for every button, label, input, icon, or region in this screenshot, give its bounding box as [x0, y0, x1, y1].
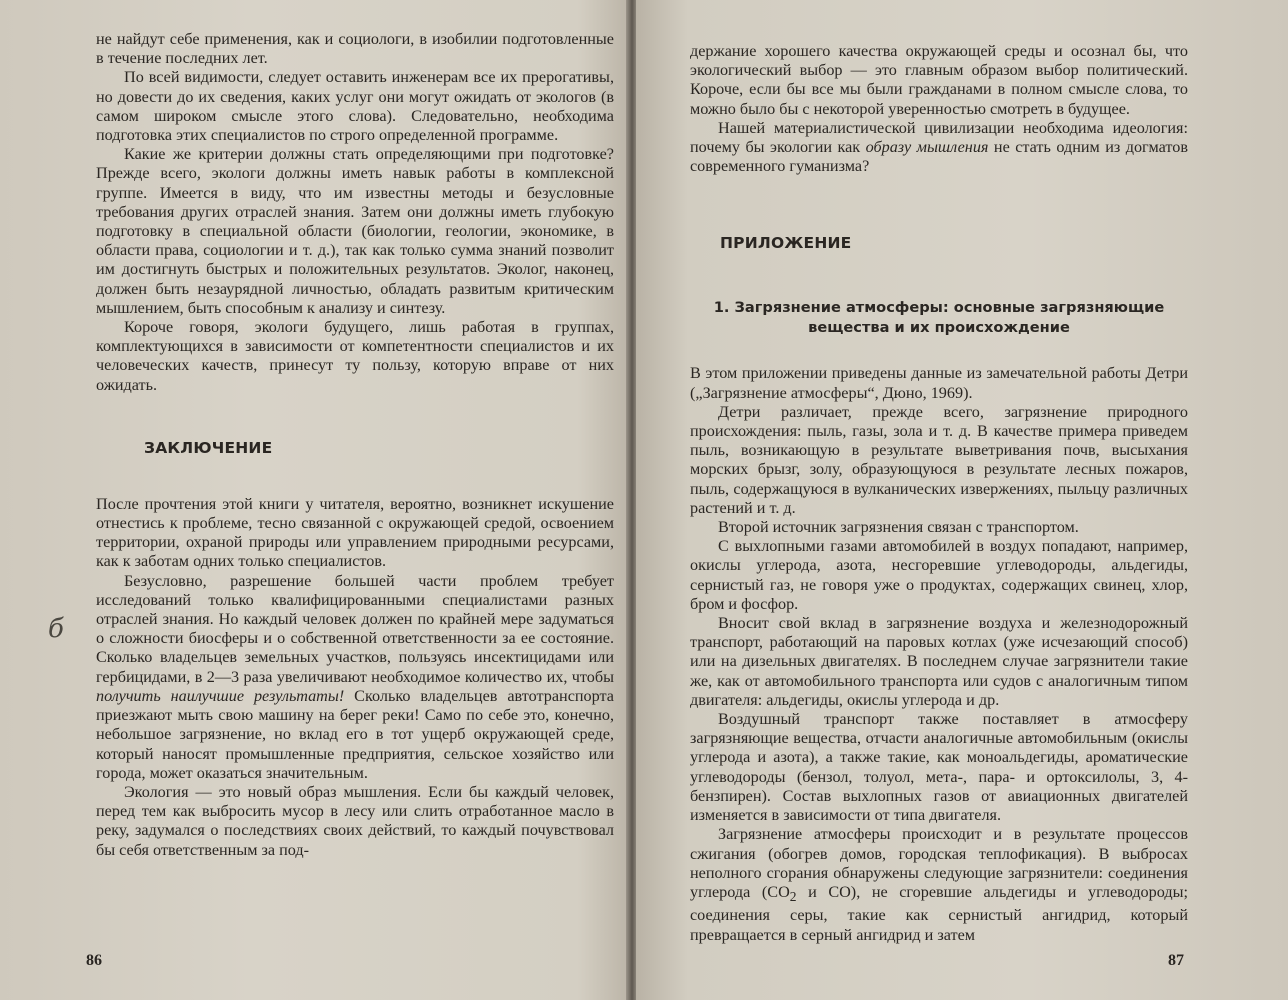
- appendix-paragraph-2: Детри различает, прежде всего, загрязнение природного происхождения: пыль, газы, зола и т. д. В качестве примера приведем пыль, возникающую в результате выветривания почв, высыхания морских брызг, золу, образующуюся в результате лесных пожаров, пыль, содержащуюся в вулканических извержениях, пыльцу различных растений и т. д.: [690, 402, 1188, 517]
- subheading-line-2: вещества и их происхождение: [808, 319, 1070, 337]
- right-page: [636, 0, 1288, 1000]
- appendix-subheading: [690, 298, 1188, 338]
- left-page: [0, 0, 628, 1000]
- conclusion-heading: ЗАКЛЮЧЕНИЕ: [144, 438, 273, 457]
- appendix-paragraph-3: Второй источник загрязнения связан с транспортом.: [718, 518, 1079, 537]
- appendix-paragraph-4: С выхлопными газами автомобилей в воздух попадают, например, окислы углерода, азота, несгоревшие углеводороды, альдегиды, сернистый газ, не говоря уже о продуктах, содержащих свинец, хлор, бром и фосфор.: [690, 537, 1188, 613]
- appendix-paragraph-7: [690, 825, 1188, 944]
- left-paragraph-4: Короче говоря, экологи будущего, лишь работая в группах, комплектующихся в зависимости от компетентности специалистов и их человеческих качеств, принесут ту пользу, которую вправе от них ожидать.: [96, 318, 614, 394]
- conclusion-p2-italic: получить наилучшие результаты!: [96, 686, 345, 705]
- page-number-left: 86: [86, 952, 102, 969]
- appendix-p7-text-end: и CO), не сгоревшие альдегиды и углеводороды; соединения серы, такие как сернистый ангидрид, который превращается в серный ангидрид и затем: [690, 882, 1188, 944]
- conclusion-p2-text-end: Сколько владельцев автотранспорта приезжают мыть свою машину на берег реки! Само по себе это, конечно, небольшое загрязнение, но вклад его в тот ущерб окружающей среде, который наносят промышленные предприятия, сельское хозяйство или города, может оказаться значительным.: [96, 686, 614, 782]
- co2-subscript: 2: [789, 889, 797, 905]
- appendix-p7-text-start: Загрязнение атмосферы происходит и в результате процессов сжигания (обогрев домов, городская теплофикация). В выбросах неполного сгорания обнаружены следующие загрязнители: соединения углерода (CO: [690, 825, 1188, 901]
- conclusion-paragraph-3: Экология — это новый образ мышления. Если бы каждый человек, перед тем как выбросить мусор в лесу или слить отработанное масло в реку, задумался о последствиях своих действий, то каждый почувствовал бы себя ответственным за под-: [96, 782, 614, 859]
- subheading-line-1: 1. Загрязнение атмосферы: основные загрязняющие: [713, 299, 1165, 317]
- conclusion-paragraph-2: [96, 572, 614, 783]
- page-number-right: 87: [1168, 952, 1184, 969]
- right-p2-italic: образу мышления: [865, 138, 989, 157]
- appendix-paragraph-5: Вносит свой вклад в загрязнение воздуха и железнодорожный транспорт, работающий на паровых котлах (уже исчезающий способ) или на дизельных двигателях. В последнем случае загрязнители такие же, как от автомобильного транспорта или судов с аналогичным типом двигателя: альдегиды, окислы углерода и др.: [690, 614, 1188, 709]
- right-paragraph-2: [690, 119, 1188, 177]
- appendix-heading: ПРИЛОЖЕНИЕ: [720, 234, 852, 253]
- left-paragraph-3: Какие же критерии должны стать определяющими при подготовке? Прежде всего, экологи должны иметь навык работы в комплексной группе. Имеется в виду, что им известны методы и безусловные требования других отраслей знания. Затем они должны иметь глубокую подготовку в специальной области (биологии, геологии, экономике, в области права, социологии и т. д.), так как только сумма знаний позволит им достигнуть быстрых и положительных результатов. Эколог, наконец, должен быть незаурядной личностью, обладать развитым критическим мышлением, быть способным к анализу и синтезу.: [96, 145, 614, 317]
- conclusion-paragraph-1: После прочтения этой книги у читателя, вероятно, возникнет искушение отнестись к проблеме, тесно связанной с окружающей средой, освоением территории, охраной природы или управлением природными ресурсами, как к заботам одних только специалистов.: [96, 494, 614, 571]
- right-paragraph-1: держание хорошего качества окружающей среды и осознал бы, что экологический выбор — это главным образом выбор политический. Короче, если бы все мы были гражданами в полном смысле слова, то можно было бы с некоторой уверенностью смотреть в будущее.: [690, 42, 1188, 118]
- left-paragraph-2: По всей видимости, следует оставить инженерам все их прерогативы, но довести до их сведения, каких услуг они могут ожидать от экологов (в самом широком смысле этого слова). Следовательно, необходима подготовка этих специалистов по строго определенной программе.: [96, 68, 614, 145]
- appendix-paragraph-1: В этом приложении приведены данные из замечательной работы Детри („Загрязнение атмосферы“, Дюно, 1969).: [690, 364, 1188, 402]
- right-p2-text-start: Нашей материалистической цивилизации необходима идеология: почему бы экологии как: [690, 118, 1188, 157]
- right-p2-text-end: не стать одним из догматов современного гуманизма?: [690, 138, 1188, 176]
- handwritten-margin-note: б: [48, 614, 64, 644]
- conclusion-p2-text-start: Безусловно, разрешение большей части проблем требует исследований только квалифицированными специалистами разных отраслей знания. Но каждый человек должен по крайней мере задуматься о сложности биосферы и о собственной ответственности за ее состояние. Сколько владельцев земельных участков, пользуясь инсектицидами или гербицидами, в 2—3 раза увеличивают необходимое количество их, чтобы: [96, 571, 614, 686]
- left-paragraph-1: не найдут себе применения, как и социологи, в изобилии подготовленные в течение последних лет.: [96, 30, 614, 68]
- appendix-paragraph-6: Воздушный транспорт также поставляет в атмосферу загрязняющие вещества, отчасти аналогичные автомобильным (окислы углерода и азота), а также такие, как моноальдегиды, ароматические углеводороды (бензол, толуол, мета-, пара- и ортоксилолы, 3, 4-бензпирен). Состав выхлопных газов от авиационных двигателей изменяется в зависимости от типа двигателя.: [690, 710, 1188, 825]
